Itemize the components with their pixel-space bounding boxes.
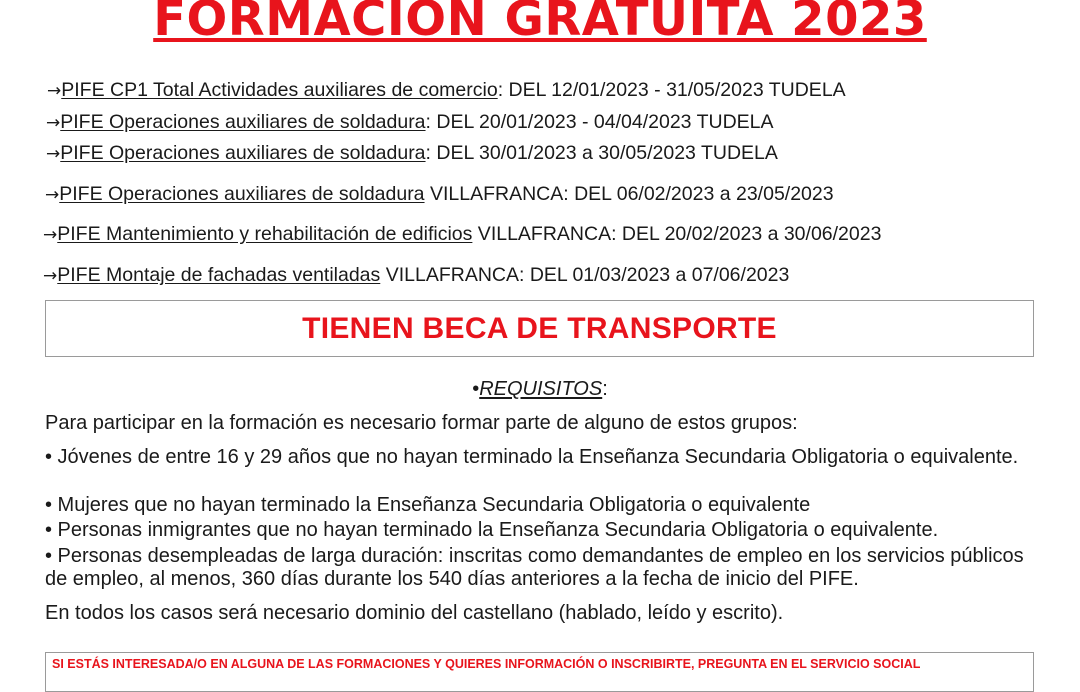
beca-box <box>45 300 1034 357</box>
course-details: : DEL 30/01/2023 a 30/05/2023 TUDELA <box>425 142 778 164</box>
arrow-icon: → <box>46 144 61 164</box>
beca-heading: TIENEN BECA DE TRANSPORTE <box>302 311 777 345</box>
footer-box <box>45 652 1034 692</box>
course-details: VILLAFRANCA: DEL 20/02/2023 a 30/06/2023 <box>472 223 882 245</box>
course-details: : DEL 12/01/2023 - 31/05/2023 TUDELA <box>497 79 846 101</box>
bullet-icon: • <box>472 378 480 400</box>
group-item: • Personas inmigrantes que no hayan terminado la Enseñanza Secundaria Obligatoria o equivalente. <box>45 519 939 541</box>
course-item <box>43 263 789 288</box>
course-name: PIFE Operaciones auxiliares de soldadura <box>60 142 426 164</box>
course-item <box>43 222 881 247</box>
requisitos-colon: : <box>602 378 608 400</box>
arrow-icon: → <box>46 113 61 133</box>
requisitos-label: REQUISITOS <box>479 378 603 400</box>
intro-text: Para participar en la formación es necesario formar parte de alguno de estos grupos: <box>45 412 798 434</box>
arrow-icon: → <box>43 266 58 286</box>
course-item <box>46 141 778 166</box>
course-name: PIFE Mantenimiento y rehabilitación de edificios <box>57 223 473 245</box>
requisitos-heading <box>0 376 1080 402</box>
arrow-icon: → <box>45 185 60 205</box>
course-details: : DEL 20/01/2023 - 04/04/2023 TUDELA <box>425 111 774 133</box>
course-item <box>45 182 834 207</box>
course-name: PIFE Montaje de fachadas ventiladas <box>57 264 381 286</box>
course-details: VILLAFRANCA: DEL 06/02/2023 a 23/05/2023 <box>424 183 834 205</box>
group-item: • Personas desempleadas de larga duración: inscritas como demandantes de empleo en los servicios públicos de empleo, al menos, 360 días durante los 540 días anteriores a la fecha de inicio del PIFE. <box>45 545 1024 590</box>
closing-text: En todos los casos será necesario dominio del castellano (hablado, leído y escrito). <box>45 602 784 624</box>
course-item <box>47 78 846 103</box>
arrow-icon: → <box>47 81 62 101</box>
group-item: • Jóvenes de entre 16 y 29 años que no hayan terminado la Enseñanza Secundaria Obligatoria o equivalente. <box>45 446 1019 468</box>
footer-text: SI ESTÁS INTERESADA/O EN ALGUNA DE LAS FORMACIONES Y QUIERES INFORMACIÓN O INSCRIBIRTE, PREGUNTA EN EL SERVICIO SOCIAL <box>52 657 921 671</box>
course-item <box>46 110 774 135</box>
course-name: PIFE Operaciones auxiliares de soldadura <box>59 183 425 205</box>
course-name: PIFE CP1 Total Actividades auxiliares de comercio <box>61 79 498 101</box>
course-details: VILLAFRANCA: DEL 01/03/2023 a 07/06/2023 <box>380 264 790 286</box>
arrow-icon: → <box>43 225 58 245</box>
page-title: FORMACION GRATUITA 2023 <box>153 0 927 47</box>
group-item: • Mujeres que no hayan terminado la Enseñanza Secundaria Obligatoria o equivalente <box>45 494 811 516</box>
course-name: PIFE Operaciones auxiliares de soldadura <box>60 111 426 133</box>
